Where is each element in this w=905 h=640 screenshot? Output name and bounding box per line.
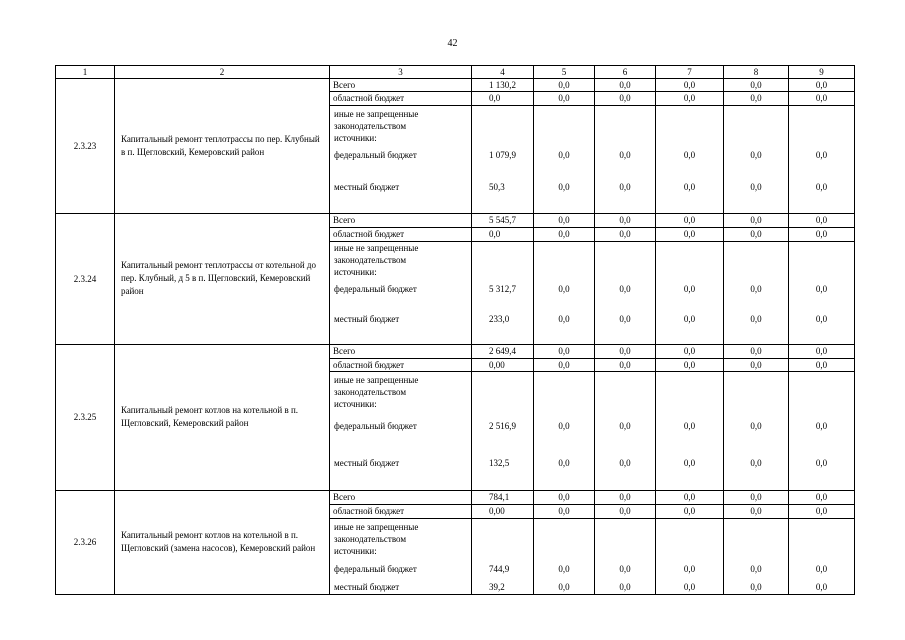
regional-label: областной бюджет bbox=[330, 92, 472, 105]
regional-value: 0,0 bbox=[656, 358, 724, 371]
federal-value: 0,0 bbox=[558, 421, 570, 432]
table-header-row bbox=[56, 66, 855, 79]
total-value: 0,0 bbox=[595, 79, 656, 92]
total-label: Всего bbox=[330, 344, 472, 358]
regional-value: 0,0 bbox=[656, 504, 724, 518]
federal-value: 0,0 bbox=[683, 563, 696, 574]
table-row bbox=[56, 79, 855, 92]
row-code: 2.3.24 bbox=[56, 213, 115, 344]
regional-value: 0,0 bbox=[472, 92, 534, 105]
table-row bbox=[56, 344, 855, 358]
column-header-9: 9 bbox=[789, 66, 855, 79]
row-name: Капитальный ремонт котлов на котельной в п. Щегловский (замена насосов), Кемеровский район bbox=[115, 490, 330, 594]
federal-value: 0,0 bbox=[815, 421, 828, 432]
row-code: 2.3.26 bbox=[56, 490, 115, 594]
regional-label: областной бюджет bbox=[330, 228, 472, 242]
local-value: 0,0 bbox=[815, 314, 828, 325]
total-value: 0,0 bbox=[789, 213, 855, 227]
federal-value: 0,0 bbox=[558, 563, 570, 574]
regional-value: 0,00 bbox=[472, 504, 534, 518]
other-sources-label: иные не запрещенные законодательством источники: bbox=[334, 243, 419, 278]
regional-label: областной бюджет bbox=[330, 358, 472, 371]
local-value: 0,0 bbox=[558, 181, 570, 192]
federal-label: федеральный бюджет bbox=[334, 421, 417, 432]
total-value: 0,0 bbox=[595, 344, 656, 358]
total-value: 0,0 bbox=[656, 490, 724, 504]
local-value: 0,0 bbox=[619, 314, 631, 325]
total-value: 1 130,2 bbox=[472, 79, 534, 92]
total-value: 0,0 bbox=[534, 79, 595, 92]
regional-value: 0,0 bbox=[724, 504, 789, 518]
regional-value: 0,0 bbox=[595, 92, 656, 105]
federal-label: федеральный бюджет bbox=[334, 284, 417, 295]
local-label: местный бюджет bbox=[334, 314, 400, 325]
local-value: 39,2 bbox=[489, 581, 505, 592]
federal-label: федеральный бюджет bbox=[334, 563, 417, 574]
federal-value: 0,0 bbox=[558, 284, 570, 295]
total-value: 0,0 bbox=[724, 344, 789, 358]
table-row bbox=[56, 213, 855, 227]
column-header-1: 1 bbox=[56, 66, 115, 79]
column-header-5: 5 bbox=[534, 66, 595, 79]
row-name: Капитальный ремонт котлов на котельной в п. Щегловский, Кемеровский район bbox=[115, 344, 330, 490]
total-value: 0,0 bbox=[656, 344, 724, 358]
federal-value: 0,0 bbox=[750, 149, 762, 160]
regional-value: 0,0 bbox=[534, 504, 595, 518]
federal-value: 0,0 bbox=[619, 421, 631, 432]
total-label: Всего bbox=[330, 490, 472, 504]
local-value: 0,0 bbox=[750, 581, 762, 592]
local-value: 0,0 bbox=[619, 581, 631, 592]
regional-value: 0,0 bbox=[595, 228, 656, 242]
row-code: 2.3.25 bbox=[56, 344, 115, 490]
regional-value: 0,0 bbox=[724, 358, 789, 371]
regional-value: 0,0 bbox=[472, 228, 534, 242]
local-value: 0,0 bbox=[815, 181, 828, 192]
regional-value: 0,0 bbox=[789, 358, 855, 371]
total-label: Всего bbox=[330, 213, 472, 227]
local-value: 0,0 bbox=[683, 314, 696, 325]
local-label: местный бюджет bbox=[334, 458, 400, 469]
total-value: 5 545,7 bbox=[472, 213, 534, 227]
federal-label: федеральный бюджет bbox=[334, 149, 417, 160]
regional-value: 0,0 bbox=[595, 358, 656, 371]
local-value: 0,0 bbox=[750, 458, 762, 469]
regional-label: областной бюджет bbox=[330, 504, 472, 518]
local-label: местный бюджет bbox=[334, 181, 400, 192]
regional-value: 0,0 bbox=[656, 92, 724, 105]
column-header-4: 4 bbox=[472, 66, 534, 79]
federal-value: 0,0 bbox=[750, 284, 762, 295]
total-value: 0,0 bbox=[534, 213, 595, 227]
local-value: 0,0 bbox=[558, 314, 570, 325]
total-label: Всего bbox=[330, 79, 472, 92]
local-value: 132,5 bbox=[489, 458, 510, 469]
local-value: 0,0 bbox=[558, 458, 570, 469]
column-header-2: 2 bbox=[115, 66, 330, 79]
total-value: 0,0 bbox=[789, 490, 855, 504]
federal-value: 2 516,9 bbox=[489, 421, 516, 432]
local-value: 0,0 bbox=[815, 458, 828, 469]
row-name: Капитальный ремонт теплотрассы по пер. Клубный в п. Щегловский, Кемеровский район bbox=[115, 79, 330, 214]
total-value: 0,0 bbox=[656, 213, 724, 227]
total-value: 0,0 bbox=[534, 344, 595, 358]
federal-value: 0,0 bbox=[619, 284, 631, 295]
total-value: 0,0 bbox=[724, 213, 789, 227]
federal-value: 0,0 bbox=[619, 563, 631, 574]
total-value: 784,1 bbox=[472, 490, 534, 504]
total-value: 0,0 bbox=[534, 490, 595, 504]
total-value: 0,0 bbox=[656, 79, 724, 92]
row-code: 2.3.23 bbox=[56, 79, 115, 214]
column-header-3: 3 bbox=[330, 66, 472, 79]
table-row bbox=[56, 490, 855, 504]
federal-value: 0,0 bbox=[683, 284, 696, 295]
local-value: 0,0 bbox=[750, 314, 762, 325]
regional-value: 0,0 bbox=[724, 228, 789, 242]
regional-value: 0,0 bbox=[534, 228, 595, 242]
regional-value: 0,0 bbox=[789, 228, 855, 242]
local-value: 0,0 bbox=[683, 181, 696, 192]
federal-value: 1 079,9 bbox=[489, 149, 516, 160]
total-value: 0,0 bbox=[595, 213, 656, 227]
total-value: 0,0 bbox=[789, 79, 855, 92]
local-value: 0,0 bbox=[619, 458, 631, 469]
federal-value: 0,0 bbox=[815, 284, 828, 295]
local-value: 0,0 bbox=[683, 458, 696, 469]
regional-value: 0,0 bbox=[789, 504, 855, 518]
regional-value: 0,0 bbox=[789, 92, 855, 105]
regional-value: 0,0 bbox=[534, 92, 595, 105]
local-label: местный бюджет bbox=[334, 581, 400, 592]
total-value: 2 649,4 bbox=[472, 344, 534, 358]
local-value: 233,0 bbox=[489, 314, 510, 325]
regional-value: 0,0 bbox=[656, 228, 724, 242]
regional-value: 0,0 bbox=[595, 504, 656, 518]
regional-value: 0,00 bbox=[472, 358, 534, 371]
federal-value: 0,0 bbox=[558, 149, 570, 160]
other-sources-label: иные не запрещенные законодательством источники: bbox=[334, 521, 419, 556]
column-header-8: 8 bbox=[724, 66, 789, 79]
federal-value: 744,9 bbox=[489, 563, 510, 574]
regional-value: 0,0 bbox=[724, 92, 789, 105]
federal-value: 0,0 bbox=[750, 421, 762, 432]
column-header-7: 7 bbox=[656, 66, 724, 79]
federal-value: 0,0 bbox=[815, 563, 828, 574]
total-value: 0,0 bbox=[724, 490, 789, 504]
local-value: 0,0 bbox=[815, 581, 828, 592]
federal-value: 0,0 bbox=[815, 149, 828, 160]
page-number: 42 bbox=[447, 38, 458, 49]
local-value: 50,3 bbox=[489, 181, 505, 192]
total-value: 0,0 bbox=[724, 79, 789, 92]
other-sources-label: иные не запрещенные законодательством источники: bbox=[334, 375, 419, 410]
other-sources-label: иные не запрещенные законодательством источники: bbox=[334, 108, 419, 143]
federal-value: 0,0 bbox=[750, 563, 762, 574]
federal-value: 0,0 bbox=[619, 149, 631, 160]
regional-value: 0,0 bbox=[534, 358, 595, 371]
federal-value: 0,0 bbox=[683, 149, 696, 160]
row-name: Капитальный ремонт теплотрассы от котельной до пер. Клубный, д 5 в п. Щегловский, Кемеровский район bbox=[115, 213, 330, 344]
local-value: 0,0 bbox=[683, 581, 696, 592]
total-value: 0,0 bbox=[789, 344, 855, 358]
column-header-6: 6 bbox=[595, 66, 656, 79]
local-value: 0,0 bbox=[558, 581, 570, 592]
local-value: 0,0 bbox=[750, 181, 762, 192]
federal-value: 0,0 bbox=[683, 421, 696, 432]
total-value: 0,0 bbox=[595, 490, 656, 504]
local-value: 0,0 bbox=[619, 181, 631, 192]
budget-table bbox=[55, 65, 855, 595]
federal-value: 5 312,7 bbox=[489, 284, 516, 295]
